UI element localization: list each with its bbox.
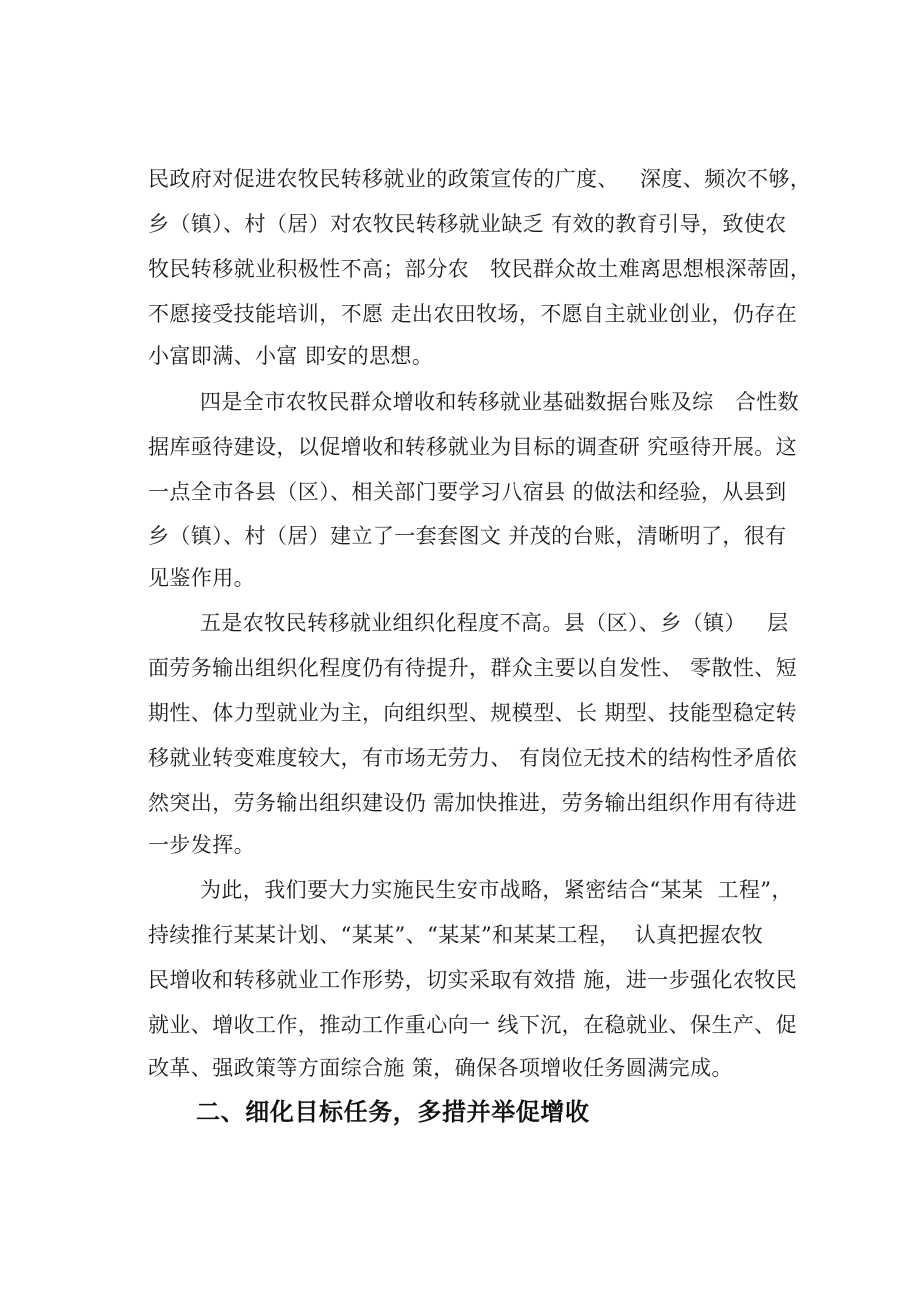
paragraph-five-start: 五是农牧民转移就业组织化程度不高。县（区）、乡（镇） 层 bbox=[200, 611, 789, 635]
body-text-line: 期性、体力型就业为主，向组织型、规模型、长 期型、技能型稳定转 bbox=[148, 701, 798, 725]
body-text-line: 然突出，劳务输出组织建设仍 需加快推进，劳务输出组织作用有待进 bbox=[148, 791, 798, 815]
body-text-line: 见鉴作用。 bbox=[148, 566, 255, 590]
section-heading: 二、细化目标任务，多措并举促增收 bbox=[196, 1098, 590, 1126]
body-text-line: 乡（镇）、村（居）对农牧民转移就业缺乏 有效的教育引导，致使农 bbox=[148, 212, 787, 236]
body-text-line: 乡（镇）、村（居）建立了一套套图文 并茂的台账，清晰明了，很有 bbox=[148, 524, 787, 548]
body-text-line: 改革、强政策等方面综合施 策，确保各项增收任务圆满完成。 bbox=[148, 1056, 733, 1080]
body-text-line: 小富即满、小富 即安的思想。 bbox=[148, 344, 434, 368]
body-text-line: 持续推行某某计划、“某某”、“某某”和某某工程， 认真把握农牧 bbox=[148, 923, 764, 947]
body-text-line: 牧民转移就业积极性不高；部分农 牧民群众故土难离思想根深蒂固， bbox=[148, 257, 812, 281]
paragraph-six-start: 为此，我们要大力实施民生安市战略，紧密结合“某某 工程”， bbox=[200, 878, 793, 902]
body-text-line: 就业、增收工作，推动工作重心向一 线下沉，在稳就业、保生产、促 bbox=[148, 1013, 798, 1037]
body-text-line: 民增收和转移就业工作形势，切实采取有效措 施，进一步强化农牧民 bbox=[148, 968, 798, 992]
body-text-line: 移就业转变难度较大，有市场无劳力、 有岗位无技术的结构性矛盾依 bbox=[148, 746, 798, 770]
body-text-line: 面劳务输出组织化程度仍有待提升，群众主要以自发性、 零散性、短 bbox=[148, 656, 798, 680]
body-text-line: 一点全市各县（区）、相关部门要学习八宿县 的做法和经验，从县到 bbox=[148, 480, 787, 504]
body-text-line: 民政府对促进农牧民转移就业的政策宣传的广度、 深度、频次不够， bbox=[148, 167, 812, 191]
body-text-line: 据库亟待建设，以促增收和转移就业为目标的调查研 究亟待开展。这 bbox=[148, 435, 798, 459]
body-text-line: 一步发挥。 bbox=[148, 833, 255, 857]
paragraph-four-start: 四是全市农牧民群众增收和转移就业基础数据台账及综 合性数 bbox=[200, 390, 800, 414]
body-text-line: 不愿接受技能培训，不愿 走出农田牧场，不愿自主就业创业，仍存在 bbox=[148, 302, 798, 326]
